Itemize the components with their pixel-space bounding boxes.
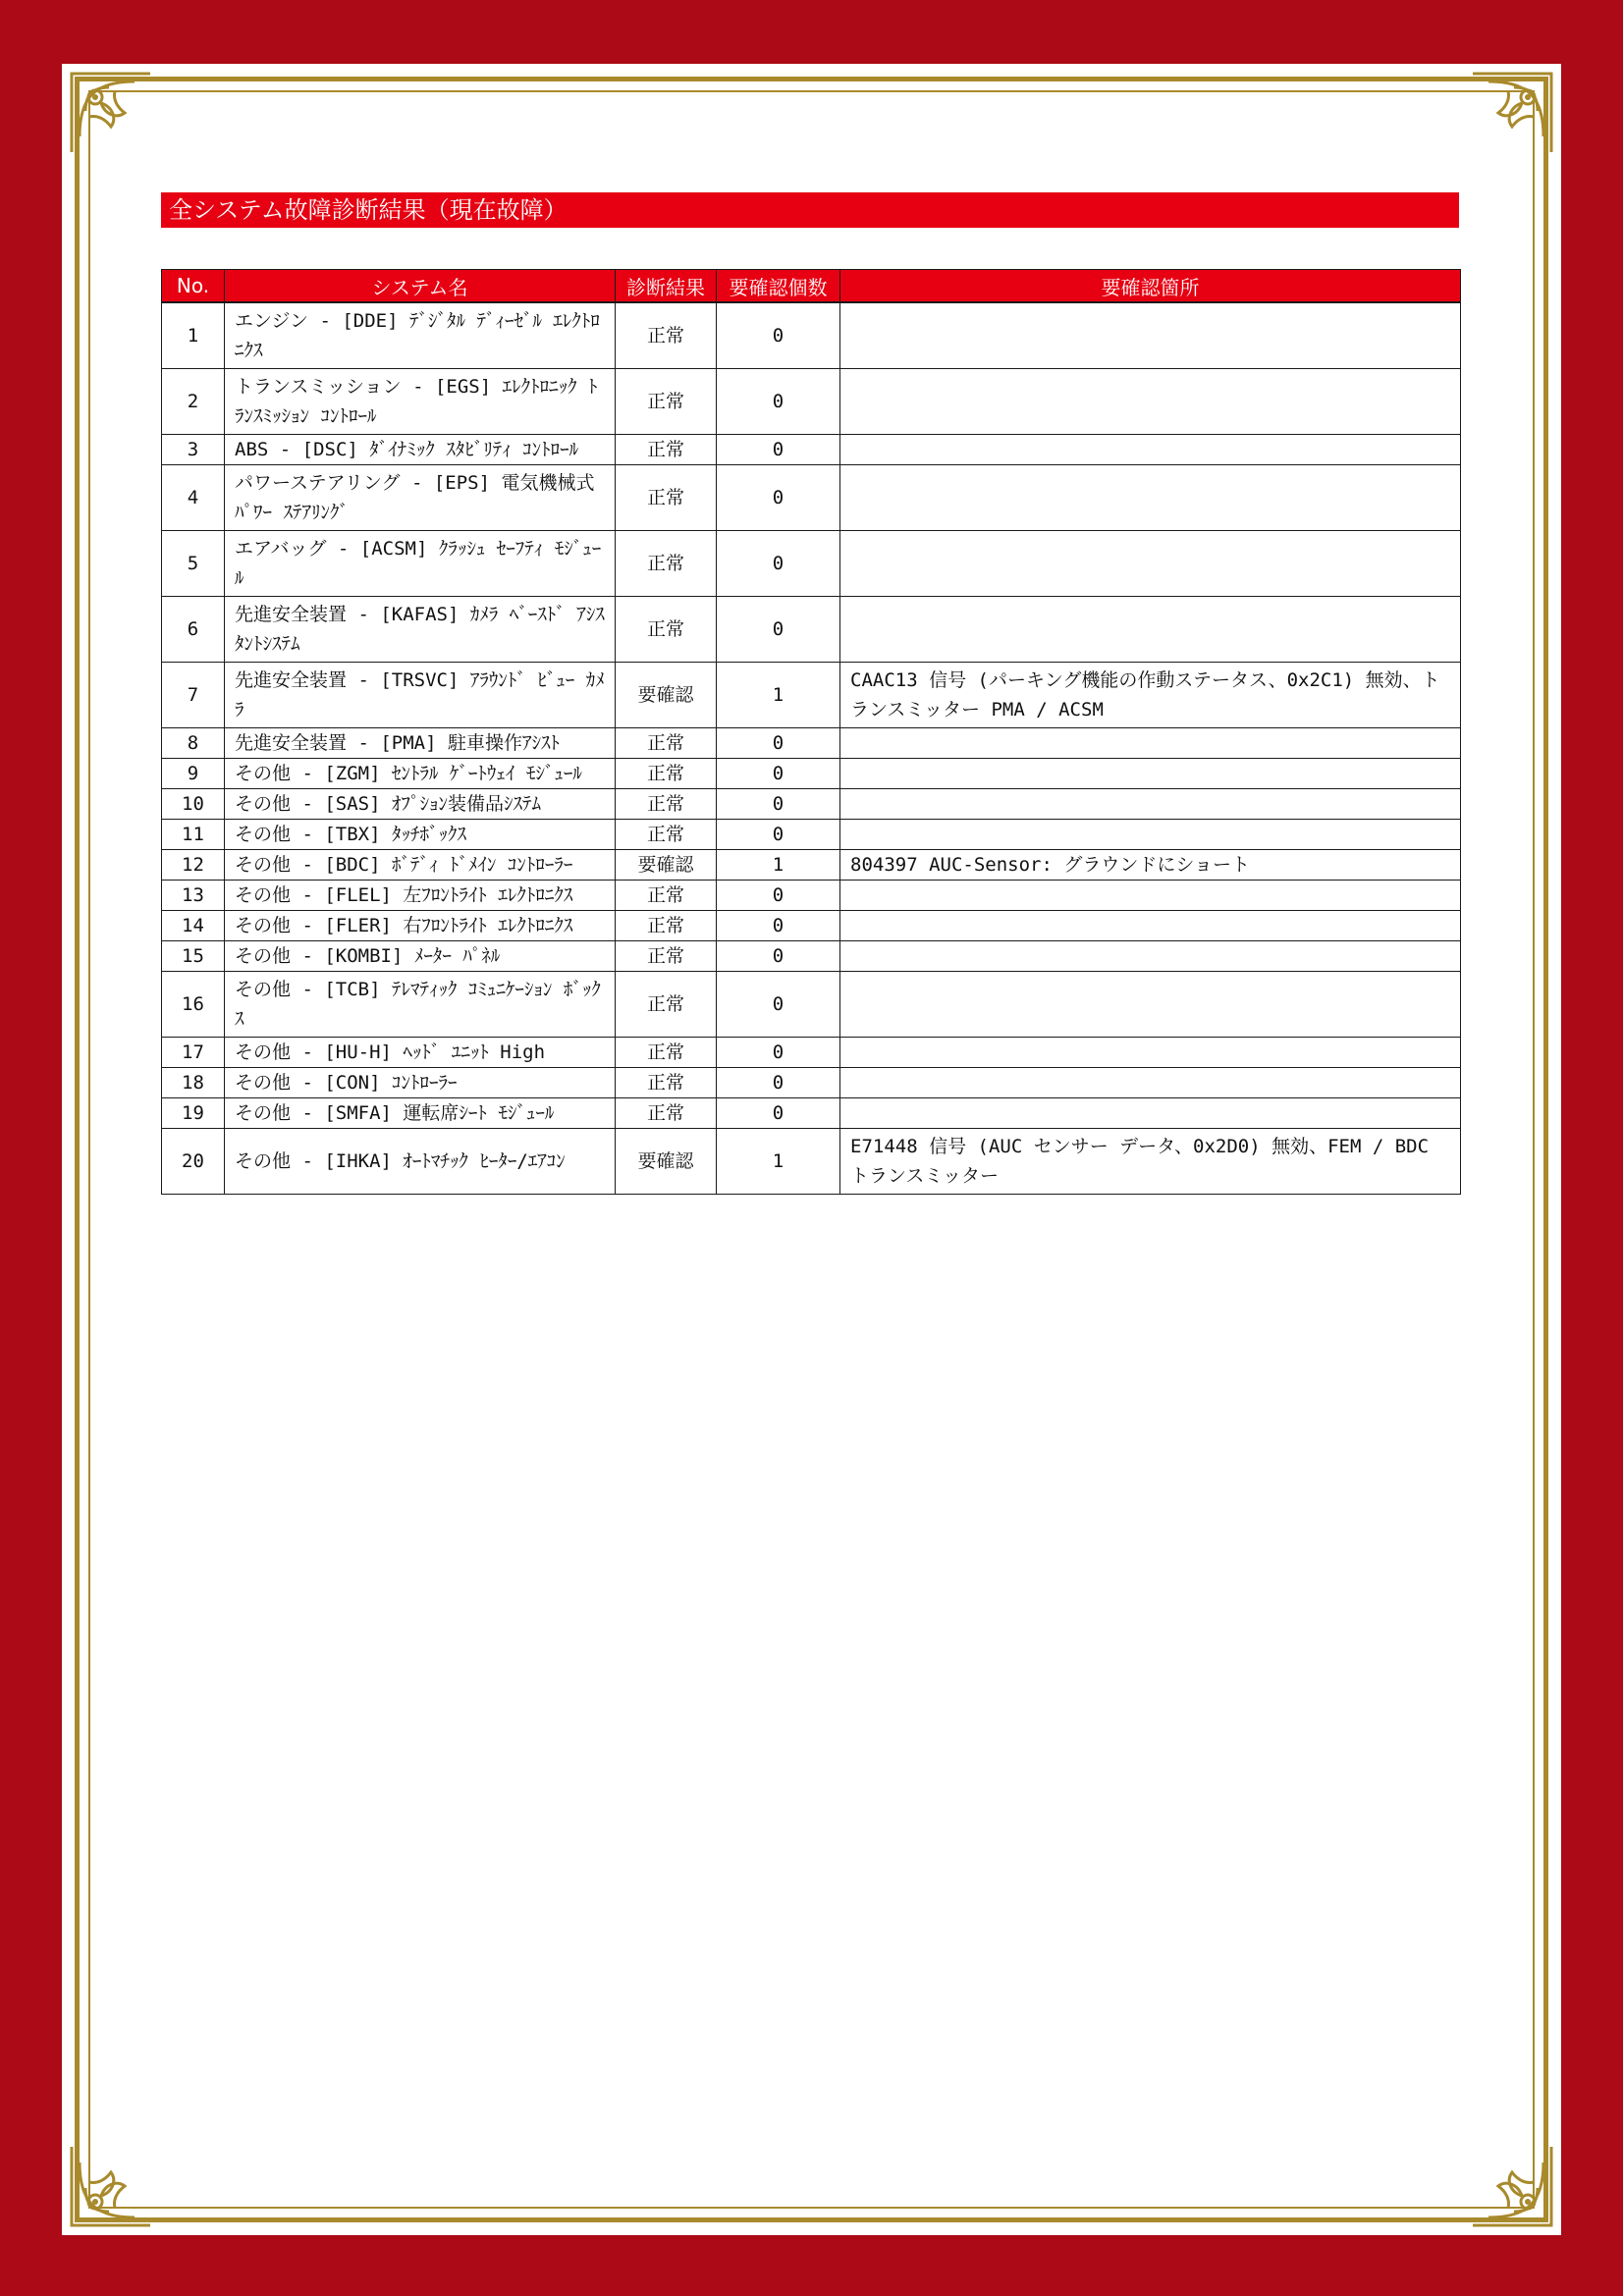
row-no: 1 xyxy=(162,302,225,369)
table-row xyxy=(162,302,1461,369)
table-header-row xyxy=(162,270,1461,303)
diagnosis-table xyxy=(161,269,1461,1195)
row-no: 6 xyxy=(162,597,225,663)
row-count: 0 xyxy=(717,369,840,435)
row-detail xyxy=(840,881,1461,911)
row-result: 正常 xyxy=(616,1038,717,1068)
row-result: 要確認 xyxy=(616,850,717,881)
row-count: 0 xyxy=(717,881,840,911)
row-count: 1 xyxy=(717,1129,840,1195)
row-detail xyxy=(840,1038,1461,1068)
header-system: システム名 xyxy=(225,270,616,303)
row-detail: CAAC13 信号 (パーキング機能の作動ステータス、0x2C1) 無効、トランスミッター PMA / ACSM xyxy=(840,663,1461,728)
row-result: 正常 xyxy=(616,465,717,531)
table-row xyxy=(162,759,1461,789)
row-detail xyxy=(840,728,1461,759)
row-no: 10 xyxy=(162,789,225,820)
row-no: 9 xyxy=(162,759,225,789)
row-detail xyxy=(840,465,1461,531)
row-no: 5 xyxy=(162,531,225,597)
row-no: 17 xyxy=(162,1038,225,1068)
row-result: 正常 xyxy=(616,597,717,663)
row-no: 18 xyxy=(162,1068,225,1098)
row-result: 正常 xyxy=(616,972,717,1038)
table-row xyxy=(162,663,1461,728)
row-result: 正常 xyxy=(616,941,717,972)
row-result: 要確認 xyxy=(616,663,717,728)
row-no: 2 xyxy=(162,369,225,435)
row-detail xyxy=(840,911,1461,941)
row-system: その他 - [TBX] ﾀｯﾁﾎﾞｯｸｽ xyxy=(225,820,616,850)
row-no: 14 xyxy=(162,911,225,941)
row-result: 正常 xyxy=(616,435,717,465)
table-row xyxy=(162,911,1461,941)
row-no: 16 xyxy=(162,972,225,1038)
row-count: 0 xyxy=(717,1038,840,1068)
row-no: 13 xyxy=(162,881,225,911)
row-detail xyxy=(840,820,1461,850)
row-detail xyxy=(840,597,1461,663)
header-no: No. xyxy=(162,270,225,303)
row-result: 正常 xyxy=(616,1068,717,1098)
row-count: 0 xyxy=(717,728,840,759)
row-result: 要確認 xyxy=(616,1129,717,1195)
table-row xyxy=(162,1068,1461,1098)
row-no: 15 xyxy=(162,941,225,972)
row-no: 8 xyxy=(162,728,225,759)
table-row xyxy=(162,941,1461,972)
header-detail: 要確認箇所 xyxy=(840,270,1461,303)
row-system: その他 - [SAS] ｵﾌﾟｼｮﾝ装備品ｼｽﾃﾑ xyxy=(225,789,616,820)
row-system: ABS - [DSC] ﾀﾞｲﾅﾐｯｸ ｽﾀﾋﾞﾘﾃｨ ｺﾝﾄﾛｰﾙ xyxy=(225,435,616,465)
row-detail: 804397 AUC-Sensor: グラウンドにショート xyxy=(840,850,1461,881)
row-detail xyxy=(840,941,1461,972)
row-count: 0 xyxy=(717,1068,840,1098)
row-count: 1 xyxy=(717,663,840,728)
row-system: エアバッグ - [ACSM] ｸﾗｯｼｭ ｾｰﾌﾃｨ ﾓｼﾞｭｰﾙ xyxy=(225,531,616,597)
row-system: エンジン - [DDE] ﾃﾞｼﾞﾀﾙ ﾃﾞｨｰｾﾞﾙ ｴﾚｸﾄﾛﾆｸｽ xyxy=(225,302,616,369)
row-count: 0 xyxy=(717,972,840,1038)
table-row xyxy=(162,597,1461,663)
table-row xyxy=(162,728,1461,759)
row-result: 正常 xyxy=(616,302,717,369)
row-detail xyxy=(840,1098,1461,1129)
corner-ornament-icon xyxy=(1467,2141,1557,2231)
table-row xyxy=(162,1098,1461,1129)
row-result: 正常 xyxy=(616,1098,717,1129)
row-detail xyxy=(840,972,1461,1038)
row-count: 0 xyxy=(717,1098,840,1129)
row-system: 先進安全装置 - [KAFAS] ｶﾒﾗ ﾍﾞｰｽﾄﾞ ｱｼｽﾀﾝﾄｼｽﾃﾑ xyxy=(225,597,616,663)
row-result: 正常 xyxy=(616,369,717,435)
row-detail xyxy=(840,789,1461,820)
row-system: 先進安全装置 - [TRSVC] ｱﾗｳﾝﾄﾞ ﾋﾞｭｰ ｶﾒﾗ xyxy=(225,663,616,728)
row-no: 12 xyxy=(162,850,225,881)
row-system: トランスミッション - [EGS] ｴﾚｸﾄﾛﾆｯｸ ﾄﾗﾝｽﾐｯｼｮﾝ ｺﾝﾄﾛｰﾙ xyxy=(225,369,616,435)
table-row xyxy=(162,881,1461,911)
table-row xyxy=(162,435,1461,465)
table-row xyxy=(162,972,1461,1038)
row-no: 7 xyxy=(162,663,225,728)
row-system: その他 - [HU-H] ﾍｯﾄﾞ ﾕﾆｯﾄ High xyxy=(225,1038,616,1068)
table-row xyxy=(162,820,1461,850)
row-system: その他 - [IHKA] ｵｰﾄﾏﾁｯｸ ﾋｰﾀｰ/ｴｱｺﾝ xyxy=(225,1129,616,1195)
row-count: 0 xyxy=(717,531,840,597)
row-detail xyxy=(840,759,1461,789)
row-detail xyxy=(840,435,1461,465)
row-count: 0 xyxy=(717,759,840,789)
row-no: 19 xyxy=(162,1098,225,1129)
header-result: 診断結果 xyxy=(616,270,717,303)
row-result: 正常 xyxy=(616,531,717,597)
row-no: 11 xyxy=(162,820,225,850)
row-system: その他 - [TCB] ﾃﾚﾏﾃｨｯｸ ｺﾐｭﾆｹｰｼｮﾝ ﾎﾞｯｸｽ xyxy=(225,972,616,1038)
row-count: 0 xyxy=(717,465,840,531)
corner-ornament-icon xyxy=(66,68,156,158)
row-detail: E71448 信号 (AUC センサー データ、0x2D0) 無効、FEM / BDC トランスミッター xyxy=(840,1129,1461,1195)
row-count: 0 xyxy=(717,911,840,941)
row-count: 0 xyxy=(717,820,840,850)
row-system: その他 - [SMFA] 運転席ｼｰﾄ ﾓｼﾞｭｰﾙ xyxy=(225,1098,616,1129)
row-detail xyxy=(840,531,1461,597)
row-no: 3 xyxy=(162,435,225,465)
row-result: 正常 xyxy=(616,881,717,911)
row-result: 正常 xyxy=(616,789,717,820)
report-page xyxy=(62,64,1561,2235)
row-count: 0 xyxy=(717,435,840,465)
row-no: 4 xyxy=(162,465,225,531)
row-count: 0 xyxy=(717,302,840,369)
row-system: その他 - [CON] ｺﾝﾄﾛｰﾗｰ xyxy=(225,1068,616,1098)
row-result: 正常 xyxy=(616,759,717,789)
corner-ornament-icon xyxy=(66,2141,156,2231)
table-row xyxy=(162,850,1461,881)
row-detail xyxy=(840,369,1461,435)
row-count: 0 xyxy=(717,597,840,663)
row-system: その他 - [BDC] ﾎﾞﾃﾞｨ ﾄﾞﾒｲﾝ ｺﾝﾄﾛｰﾗｰ xyxy=(225,850,616,881)
row-count: 0 xyxy=(717,941,840,972)
row-result: 正常 xyxy=(616,911,717,941)
table-row xyxy=(162,531,1461,597)
table-row xyxy=(162,789,1461,820)
row-count: 1 xyxy=(717,850,840,881)
row-system: その他 - [FLER] 右ﾌﾛﾝﾄﾗｲﾄ ｴﾚｸﾄﾛﾆｸｽ xyxy=(225,911,616,941)
row-system: その他 - [FLEL] 左ﾌﾛﾝﾄﾗｲﾄ ｴﾚｸﾄﾛﾆｸｽ xyxy=(225,881,616,911)
corner-ornament-icon xyxy=(1467,68,1557,158)
row-system: 先進安全装置 - [PMA] 駐車操作ｱｼｽﾄ xyxy=(225,728,616,759)
row-system: その他 - [ZGM] ｾﾝﾄﾗﾙ ｹﾞｰﾄｳｪｲ ﾓｼﾞｭｰﾙ xyxy=(225,759,616,789)
table-row xyxy=(162,369,1461,435)
header-count: 要確認個数 xyxy=(717,270,840,303)
row-detail xyxy=(840,1068,1461,1098)
row-result: 正常 xyxy=(616,820,717,850)
row-result: 正常 xyxy=(616,728,717,759)
row-system: その他 - [KOMBI] ﾒｰﾀｰ ﾊﾟﾈﾙ xyxy=(225,941,616,972)
row-no: 20 xyxy=(162,1129,225,1195)
table-row xyxy=(162,1129,1461,1195)
table-row xyxy=(162,465,1461,531)
section-title: 全システム故障診断結果（現在故障） xyxy=(161,192,1459,228)
row-system: パワーステアリング - [EPS] 電気機械式ﾊﾟﾜｰ ｽﾃｱﾘﾝｸﾞ xyxy=(225,465,616,531)
row-count: 0 xyxy=(717,789,840,820)
table-row xyxy=(162,1038,1461,1068)
row-detail xyxy=(840,302,1461,369)
